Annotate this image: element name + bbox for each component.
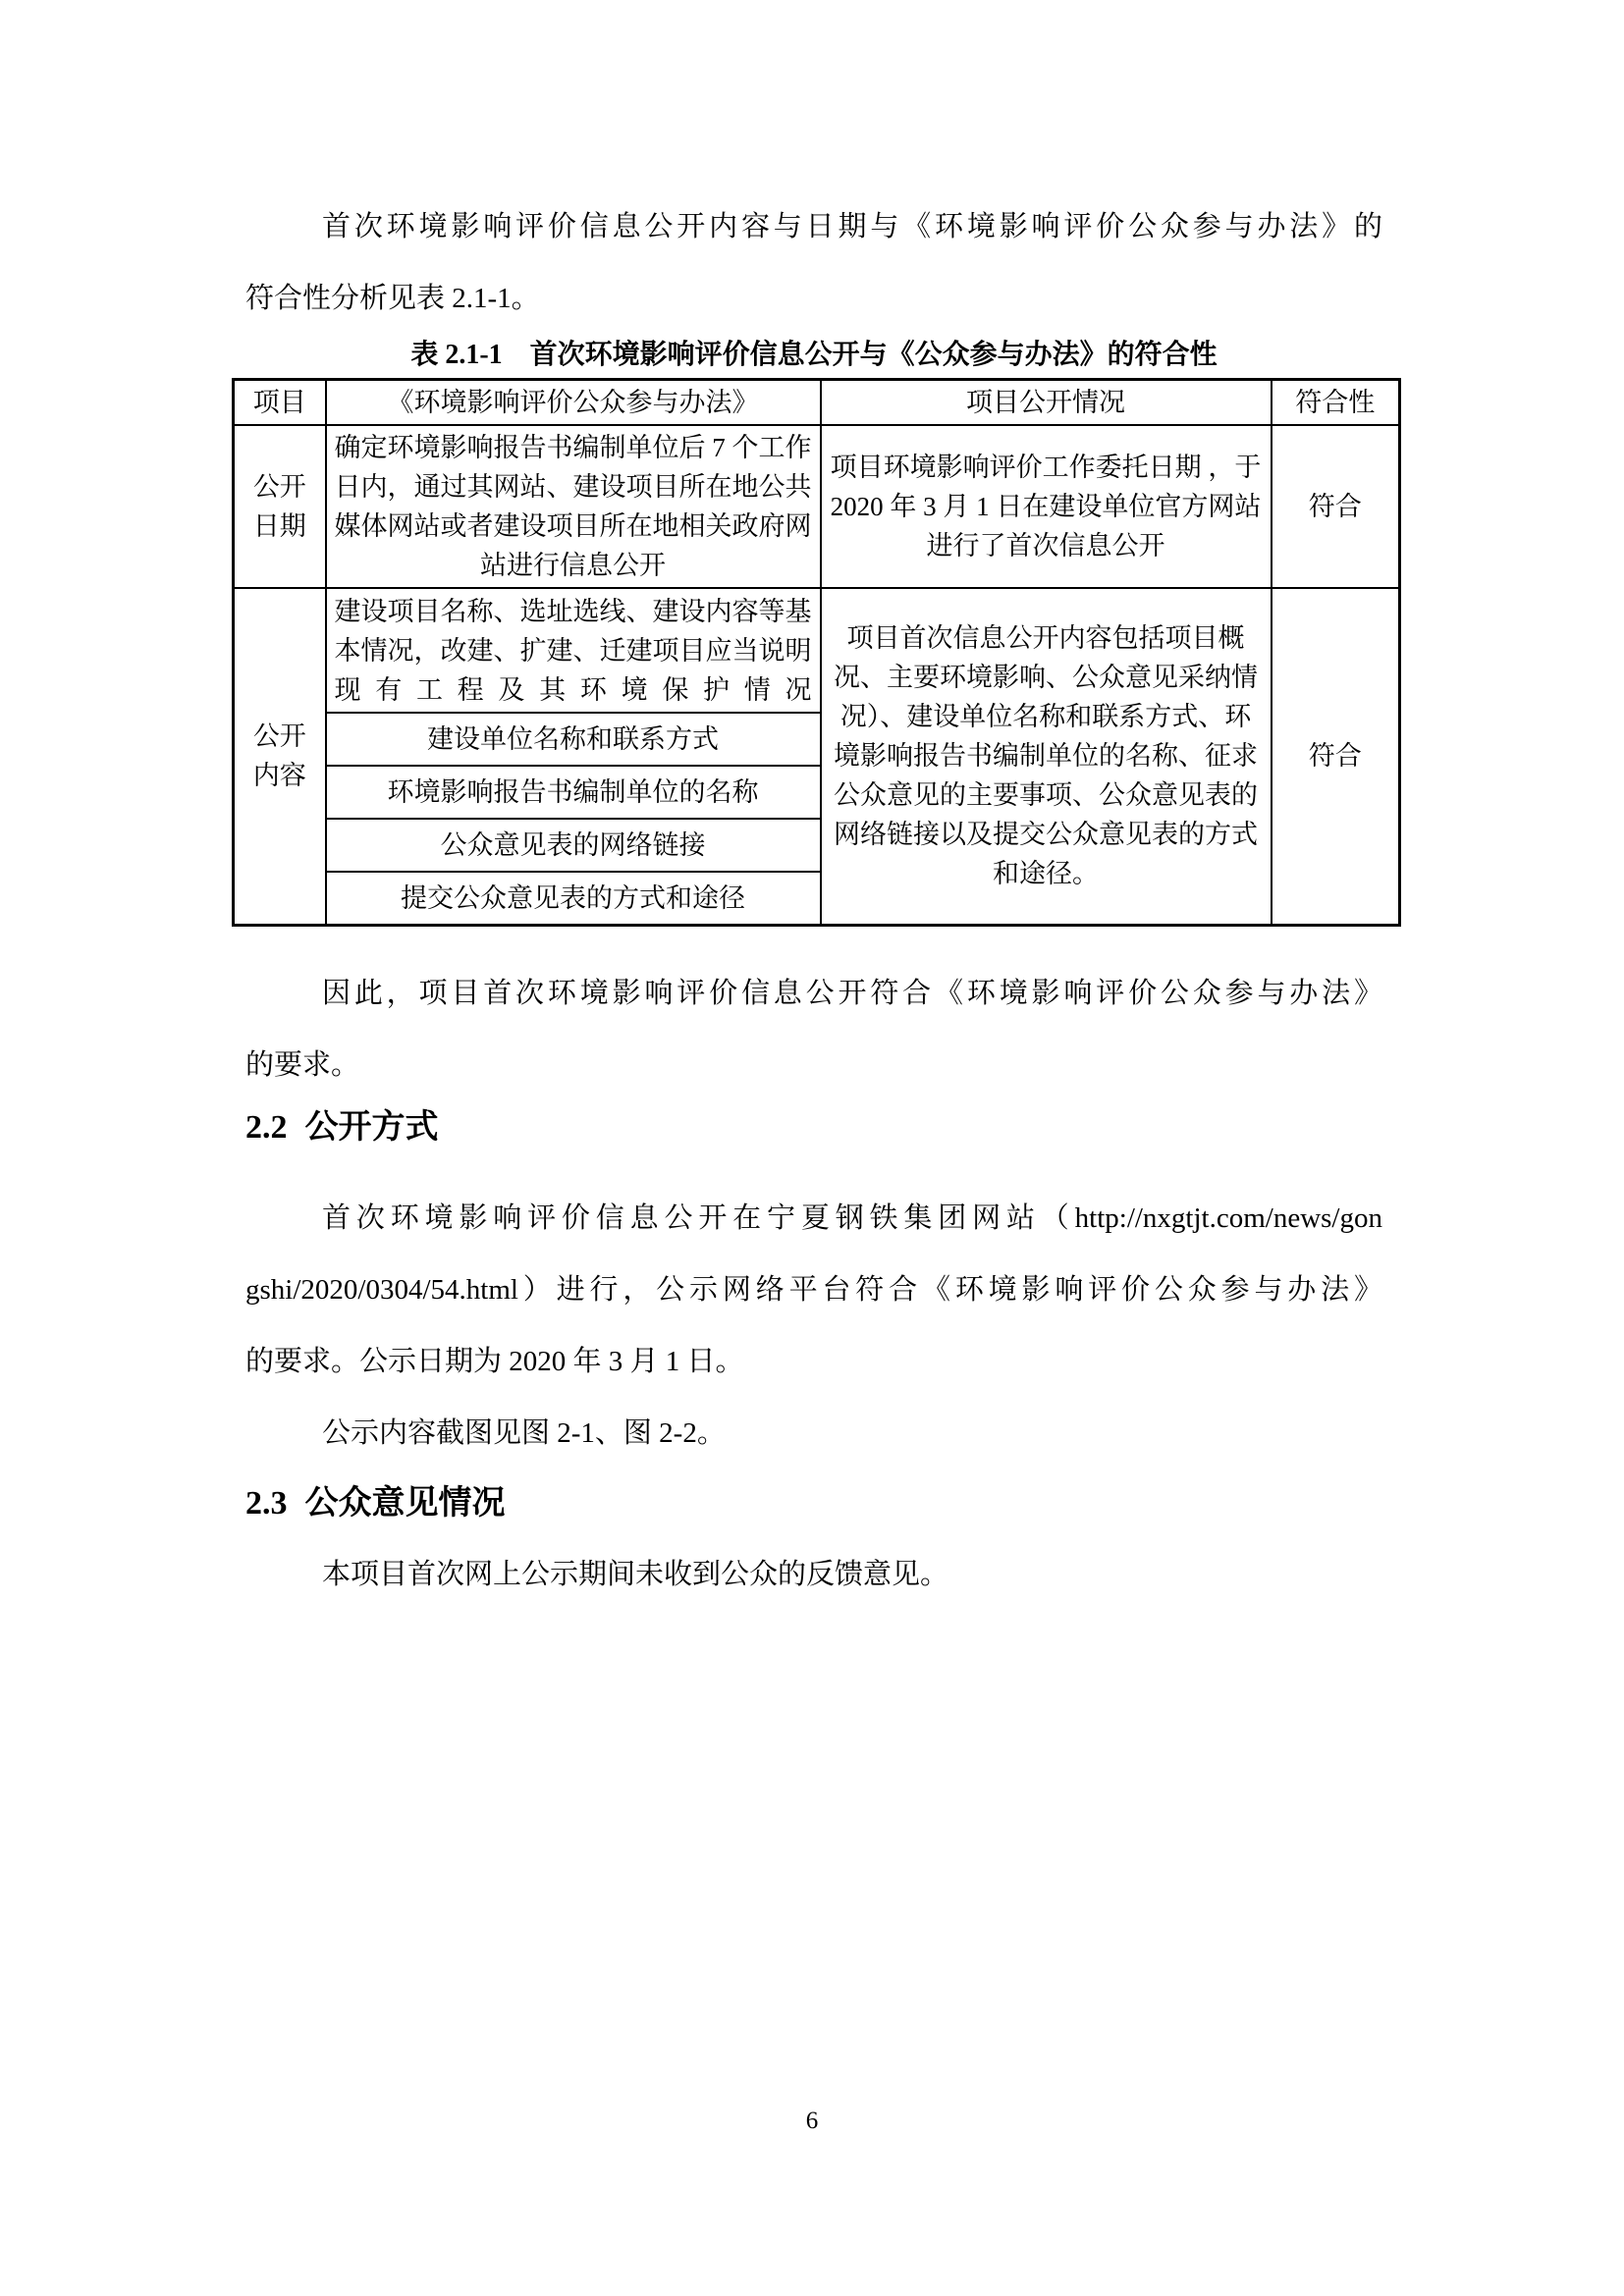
section-2-2-paragraph-1: [245, 1183, 1382, 1398]
open-content-item-2: 建设单位名称和联系方式: [326, 713, 821, 766]
intro-line-2: 符合性分析见表 2.1-1。: [245, 283, 540, 314]
intro-paragraph: [245, 191, 1382, 335]
open-content-item-5: 提交公众意见表的方式和途径: [326, 872, 821, 925]
open-date-conformity: 符合: [1272, 425, 1400, 588]
section-2-3-heading: [245, 1477, 1382, 1529]
header-measures: 《环境影响评价公众参与办法》: [326, 380, 821, 426]
table-caption: 表 2.1-1 首次环境影响评价信息公开与《公众参与办法》的符合性: [410, 340, 1218, 370]
open-date-label-line2: 日期: [252, 511, 306, 541]
open-content-label-line1: 公开: [252, 721, 306, 752]
row-open-content-1: [234, 588, 1400, 713]
open-content-label-line2: 内容: [252, 761, 306, 791]
section-2-2-paragraph-2: 公示内容截图见图 2-1、图 2-2。: [322, 1416, 726, 1449]
open-content-item-1: 建设项目名称、选址选线、建设内容等基本情况，改建、扩建、迁建项目应当说明现有工程及其环境保护情况: [326, 588, 821, 713]
s22-p1-line-3: 的要求。公示日期为 2020 年 3 月 1 日。: [245, 1345, 744, 1377]
header-item: 项目: [234, 380, 326, 426]
section-2-2-title: 公开方式: [304, 1107, 439, 1146]
open-date-project-status: 项目环境影响评价工作委托日期 ，于 2020 年 3 月 1 日在建设单位官方网站进行了首次信息公开: [821, 425, 1272, 588]
section-2-3-paragraph-1: 本项目首次网上公示期间未收到公众的反馈意见。: [322, 1558, 949, 1590]
open-content-item-3: 环境影响报告书编制单位的名称: [326, 766, 821, 819]
table-header-row: [234, 380, 1400, 426]
open-content-label: [234, 588, 326, 925]
conclusion-line-1: 因此，项目首次环境影响评价信息公开符合《环境影响评价公众参与办法》: [322, 977, 1382, 1009]
conclusion-line-2: 的要求。: [245, 1048, 360, 1081]
section-2-2-number: 2.2: [245, 1108, 288, 1146]
compliance-table: [232, 378, 1401, 927]
open-date-label: [234, 425, 326, 588]
section-2-2-heading: [245, 1101, 1382, 1153]
header-project-status: 项目公开情况: [821, 380, 1272, 426]
s22-p1-line-2: gshi/2020/0304/54.html）进行，公示网络平台符合《环境影响评价公众参与办法》: [245, 1273, 1382, 1306]
conclusion-paragraph: [245, 958, 1382, 1101]
open-content-item-4: 公众意见表的网络链接: [326, 819, 821, 872]
page-number: 6: [805, 2108, 819, 2134]
open-date-requirement: 确定环境影响报告书编制单位后 7 个工作日内，通过其网站、建设项目所在地公共媒体网站或者建设项目所在地相关政府网站进行信息公开: [326, 425, 821, 588]
header-conformity: 符合性: [1272, 380, 1400, 426]
open-content-conformity: 符合: [1272, 588, 1400, 925]
section-2-3-number: 2.3: [245, 1484, 288, 1522]
open-date-label-line1: 公开: [252, 472, 306, 502]
intro-line-1: 首次环境影响评价信息公开内容与日期与《环境影响评价公众参与办法》的: [322, 211, 1382, 242]
s22-p1-line-1: 首次环境影响评价信息公开在宁夏钢铁集团网站（http://nxgtjt.com/news/gon: [322, 1201, 1382, 1234]
open-content-project-status: 项目首次信息公开内容包括项目概况、主要环境影响、公众意见采纳情况）、建设单位名称和联系方式、环境影响报告书编制单位的名称、征求公众意见的主要事项、公众意见表的网络链接以及提交公众意见表的方式和途径。: [821, 588, 1272, 925]
section-2-3-title: 公众意见情况: [304, 1483, 506, 1522]
row-open-date: [234, 425, 1400, 588]
